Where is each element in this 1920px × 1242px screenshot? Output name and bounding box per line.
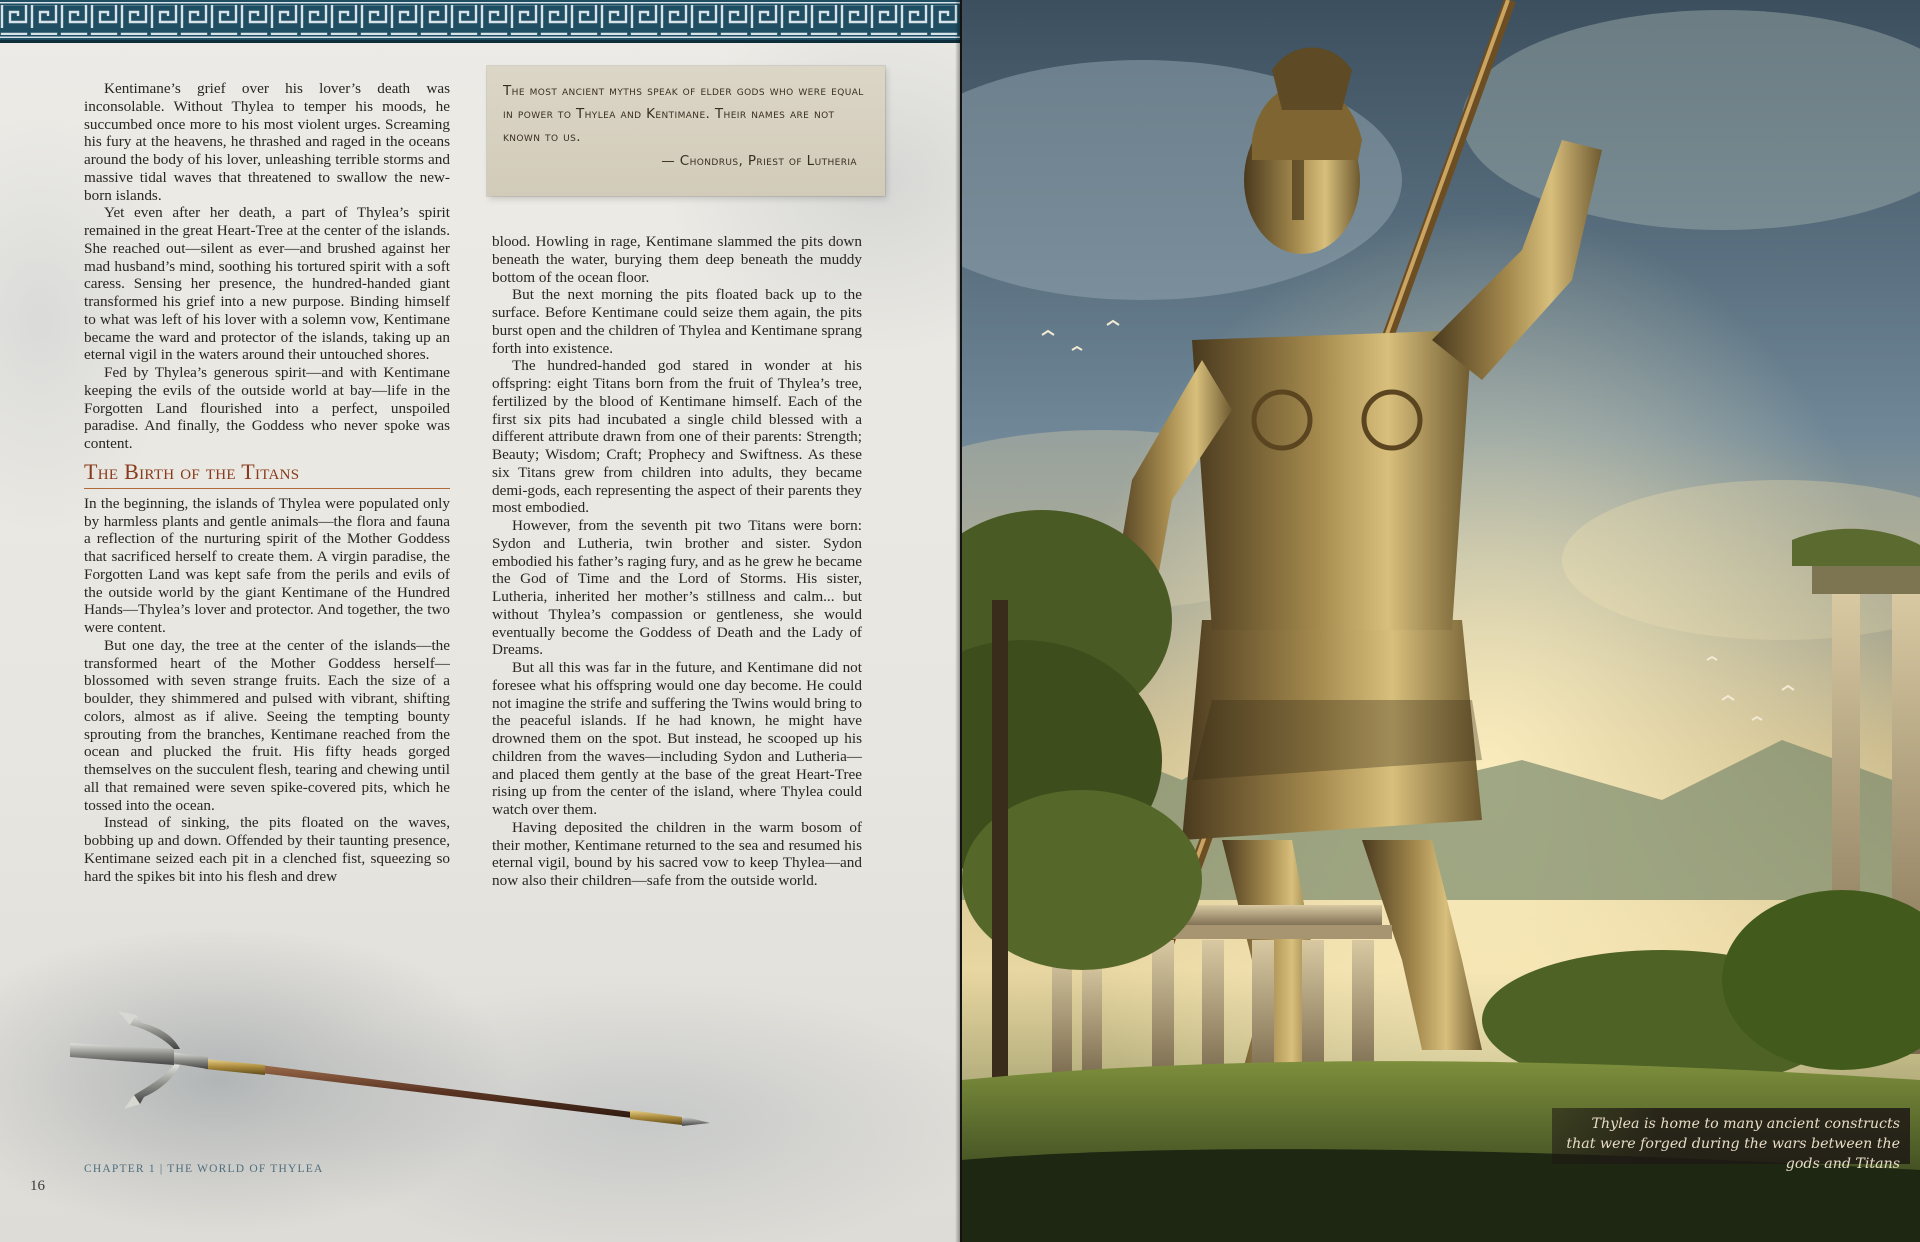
footer-chapter-title: CHAPTER 1 | THE WORLD OF THYLEA [84,1163,324,1175]
paragraph: However, from the seventh pit two Titans were born: Sydon and Lutheria, twin brother and sister. Sydon embodied his father’s raging fury, and as he grew he became the God of Time and the Lord of Storms. His sister, Lutheria, inherited her mother’s stillness and calm... but without Thylea’s compassion or gentleness, she would eventually become the Goddess of Death and the Lady of Dreams. [492,517,862,659]
paragraph: But all this was far in the future, and Kentimane did not foresee what his offspring would one day become. He could not imagine the strife and suffering the Twins would bring to the peaceful islands. If he had known, he might have drowned them on the spot. But instead, he scooped up his children from the waves—including Sydon and Lutheria—and placed them gently at the base of the great Heart-Tree rising up from the center of the island, where Thylea could watch over them. [492,659,862,818]
paragraph: Instead of sinking, the pits floated on the waves, bobbing up and down. Offended by their taunting presence, Kentimane seized each pit in a clenched fist, squeezing so hard the spikes bit into his flesh and drew [84,814,450,885]
paragraph: The hundred-handed god stared in wonder at his offspring: eight Titans born from the fruit of Thylea’s tree, fertilized by the blood of Kentimane himself. Each of the first six pits had incubated a single child blessed with a different attribute drawn from one of their parents: Strength; Beauty; Wisdom; Craft; Prophecy and Swiftness. As these six Titans grew from children into adults, they became demi-gods, each representing the aspect of their parents they most embodied. [492,357,862,517]
paragraph: Kentimane’s grief over his lover’s death was inconsolable. Without Thylea to temper his moods, he succumbed once more to his most violent urges. Screaming his fury at the heavens, he thrashed and raged in the oceans around the body of his lover, unleashing terrible storms and massive tidal waves that threatened to swallow the new-born islands. [84,80,450,204]
epigraph-box [487,66,885,196]
titan-statue-painting [962,0,1920,1242]
paragraph: blood. Howling in rage, Kentimane slammed the pits down beneath the water, burying them deep beneath the muddy bottom of the ocean floor. [492,233,862,286]
illustration-caption [1552,1108,1910,1172]
paragraph: Having deposited the children in the warm bosom of their mother, Kentimane returned to the sea and resumed his eternal vigil, bound by his sacred vow to keep Thylea—and now also their children—safe from the outside world. [492,818,862,889]
section-heading: The Birth of the Titans [84,459,450,489]
trident-illustration [70,1005,870,1155]
text-column-right [492,233,862,890]
paragraph: But the next morning the pits floated back up to the surface. Before Kentimane could seize them again, the pits burst open and the children of Thylea and Kentimane sprang forth into existence. [492,286,862,357]
epigraph-attribution: — Chondrus, Priest of Lutheria [661,153,857,169]
caption-text: Thylea is home to many ancient constructs that were forged during the wars between the gods and Titans [1566,1116,1900,1172]
paragraph: Fed by Thylea’s generous spirit—and with Kentimane keeping the evils of the outside world at bay—life in the Forgotten Land flourished into a perfect, unspoiled paradise. And finally, the Goddess who never spoke was content. [84,364,450,452]
epigraph-text: The most ancient myths speak of elder gods who were equal in power to Thylea and Kentimane. Their names are not known to us. [503,83,864,145]
paragraph: But one day, the tree at the center of the islands—the transformed heart of the Mother Goddess herself—blossomed with seven strange fruits. Each the size of a boulder, they shimmered and pulsed with vibrant, shifting colors, almost as if alive. Seeing the tempting bounty sprouting from the branches, Kentimane reached from the ocean and plucked the fruit. His fifty heads gorged themselves on the succulent flesh, tearing and chewing until all that remained were seven spike-covered pits, which he tossed into the ocean. [84,636,450,814]
greek-key-border [0,0,960,43]
page-number: 16 [30,1178,45,1194]
text-column-left [84,80,450,885]
paragraph: In the beginning, the islands of Thylea were populated only by harmless plants and gentle animals—the flora and fauna a reflection of the nurturing spirit of the Mother Goddess that sacrificed herself to create them. A virgin paradise, the Forgotten Land was kept safe from the perils and evils of the outside world by the giant Kentimane of the Hundred Hands—Thylea’s lover and protector. And together, the two were content. [84,494,450,636]
paragraph: Yet even after her death, a part of Thylea’s spirit remained in the great Heart-Tree at the center of the islands. She reached out—silent as ever—and brushed against her mad husband’s mind, soothing his tortured spirit with a soft caress. Sensing her presence, the hundred-handed giant transformed his grief into a new purpose. Binding himself to what was left of his lover with a solemn vow, Kentimane became the ward and protector of the islands, taking up an eternal vigil in the waters around their untouched shores. [84,204,450,364]
